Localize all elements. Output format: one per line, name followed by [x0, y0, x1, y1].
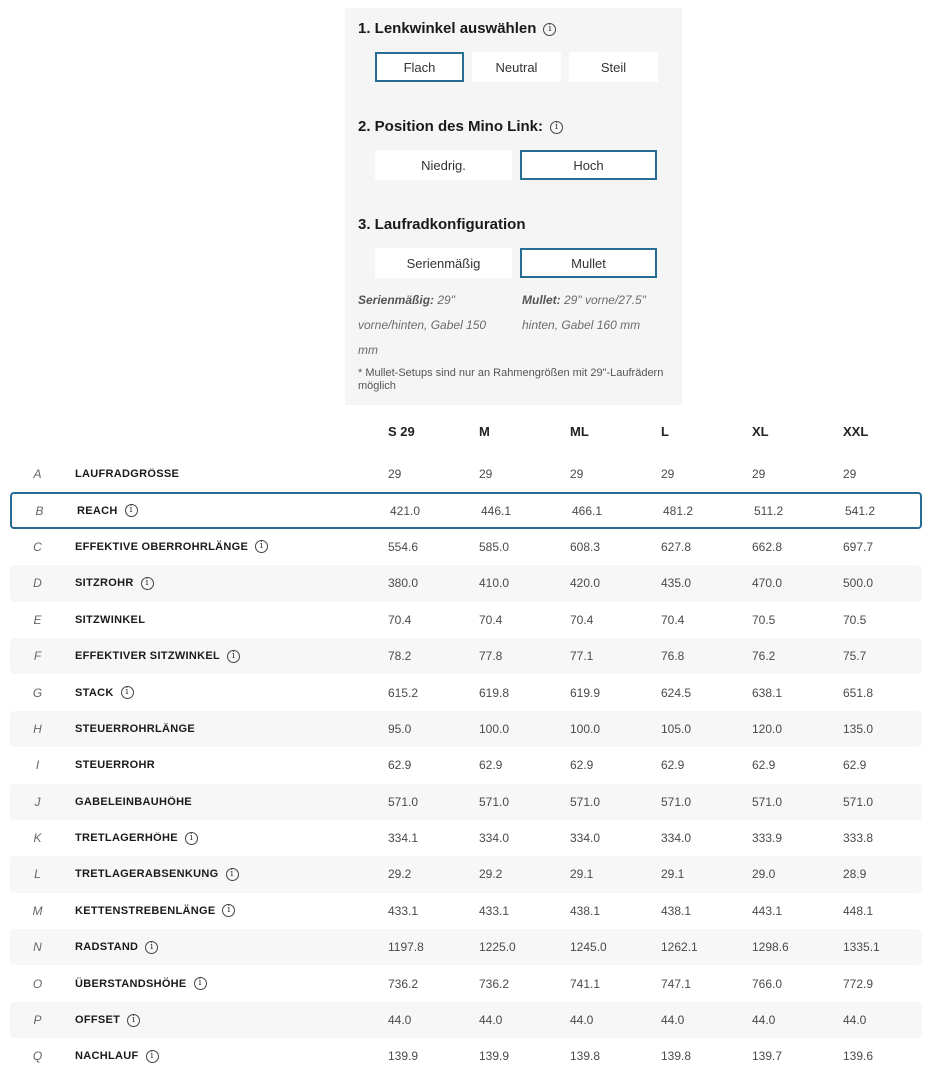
cell-value: 139.8: [570, 1049, 601, 1064]
table-row-laufradgroesse[interactable]: [10, 456, 922, 492]
cell-value: 571.0: [479, 794, 510, 809]
row-letter: K: [33, 831, 42, 846]
row-letter: L: [34, 867, 41, 882]
row-label: [65, 904, 378, 917]
row-label: [65, 540, 378, 553]
table-row-kettenstrebenlaenge[interactable]: [10, 893, 922, 929]
cell-value: 443.1: [752, 903, 783, 918]
cell-value: 29: [843, 467, 857, 482]
cell-value: 29: [661, 467, 675, 482]
cell-value: 100.0: [479, 721, 510, 736]
cell-value: 44.0: [479, 1013, 503, 1028]
row-label-text: SITZWINKEL: [75, 613, 146, 626]
cell-value: 380.0: [388, 576, 419, 591]
row-label-text: STACK: [75, 686, 114, 699]
info-icon[interactable]: i: [125, 504, 138, 517]
cell-value: 615.2: [388, 685, 419, 700]
option-hoch[interactable]: Hoch: [520, 150, 657, 180]
row-letter: D: [33, 576, 42, 591]
cell-value: 1225.0: [479, 940, 516, 955]
option-niedrig[interactable]: Niedrig.: [375, 150, 512, 180]
table-row-ueberstandshoehe[interactable]: [10, 965, 922, 1001]
cell-value: 139.9: [479, 1049, 510, 1064]
row-label-text: GABELEINBAUHÖHE: [75, 795, 192, 808]
section-title-text: 3. Laufradkonfiguration: [358, 216, 526, 233]
row-label: [65, 1050, 378, 1063]
cell-value: 120.0: [752, 721, 783, 736]
column-header-l: L: [661, 423, 669, 439]
cell-value: 736.2: [388, 976, 419, 991]
cell-value: 75.7: [843, 649, 867, 664]
cell-value: 571.0: [388, 794, 419, 809]
cell-value: 70.4: [661, 612, 685, 627]
cell-value: 29: [479, 467, 493, 482]
cell-value: 135.0: [843, 721, 874, 736]
cell-value: 77.1: [570, 649, 594, 664]
cell-value: 29.1: [661, 867, 685, 882]
cell-value: 62.9: [479, 758, 503, 773]
option-group: [375, 248, 668, 278]
cell-value: 29.2: [388, 867, 412, 882]
info-icon[interactable]: i: [550, 121, 563, 134]
row-label-text: KETTENSTREBENLÄNGE: [75, 904, 216, 917]
info-icon[interactable]: i: [141, 577, 154, 590]
row-label-text: EFFEKTIVER SITZWINKEL: [75, 650, 221, 663]
description-lead: Serienmäßig:: [358, 293, 435, 307]
config-sections: [358, 20, 668, 363]
section-title: [358, 216, 668, 234]
row-letter: N: [33, 940, 42, 955]
table-row-sitzwinkel[interactable]: [10, 602, 922, 638]
row-label: [65, 614, 378, 626]
option-neutral[interactable]: Neutral: [472, 52, 561, 82]
cell-value: 29: [570, 467, 584, 482]
cell-value: 333.9: [752, 831, 783, 846]
cell-value: 70.4: [479, 612, 503, 627]
cell-value: 608.3: [570, 539, 601, 554]
table-row-effektiver-sitzwinkel[interactable]: [10, 638, 922, 674]
row-label-text: EFFEKTIVE OBERROHRLÄNGE: [75, 540, 249, 553]
cell-value: 438.1: [661, 903, 692, 918]
cell-value: 333.8: [843, 831, 874, 846]
cell-value: 44.0: [752, 1013, 776, 1028]
config-section: [358, 20, 668, 82]
cell-value: 619.8: [479, 685, 510, 700]
table-row-offset[interactable]: [10, 1002, 922, 1038]
cell-value: 470.0: [752, 576, 783, 591]
cell-value: 571.0: [570, 794, 601, 809]
row-label: [65, 650, 378, 663]
cell-value: 1298.6: [752, 940, 789, 955]
row-label: [65, 977, 378, 990]
cell-value: 638.1: [752, 685, 783, 700]
row-label: [65, 468, 378, 480]
row-letter: P: [33, 1013, 42, 1028]
config-section: [358, 216, 668, 363]
cell-value: 1245.0: [570, 940, 607, 955]
info-icon[interactable]: i: [543, 23, 556, 36]
column-header-m: M: [479, 423, 490, 439]
info-icon[interactable]: i: [145, 941, 158, 954]
cell-value: 334.0: [570, 831, 601, 846]
cell-value: 29: [388, 467, 402, 482]
cell-value: 62.9: [843, 758, 867, 773]
table-row-reach[interactable]: [10, 492, 922, 528]
geometry-table: [0, 413, 933, 1075]
row-label: [65, 686, 378, 699]
table-row-stack[interactable]: [10, 674, 922, 710]
cell-value: 70.5: [843, 612, 867, 627]
row-letter: C: [33, 539, 42, 554]
info-icon[interactable]: i: [226, 868, 239, 881]
cell-value: 747.1: [661, 976, 692, 991]
cell-value: 139.8: [661, 1049, 692, 1064]
cell-value: 585.0: [479, 539, 510, 554]
cell-value: 334.1: [388, 831, 419, 846]
option-description: Mullet: 29" vorne/27.5" hinten, Gabel 160 mm: [522, 293, 646, 332]
cell-value: 697.7: [843, 539, 874, 554]
row-letter: O: [32, 976, 43, 991]
row-letter: E: [33, 612, 42, 627]
row-label: [65, 796, 378, 808]
cell-value: 28.9: [843, 867, 867, 882]
cell-value: 78.2: [388, 649, 412, 664]
cell-value: 1262.1: [661, 940, 698, 955]
row-label: [65, 577, 378, 590]
cell-value: 62.9: [388, 758, 412, 773]
cell-value: 438.1: [570, 903, 601, 918]
option-group: [375, 52, 668, 82]
option-mullet[interactable]: Mullet: [520, 248, 657, 278]
option-description: Serienmäßig: 29" vorne/hinten, Gabel 150 mm: [358, 293, 487, 357]
info-icon[interactable]: i: [222, 904, 235, 917]
cell-value: 435.0: [661, 576, 692, 591]
row-letter: H: [33, 721, 42, 736]
info-icon[interactable]: i: [227, 650, 240, 663]
row-label-text: SITZROHR: [75, 577, 134, 590]
table-row-steuerrohrlaenge[interactable]: [10, 711, 922, 747]
cell-value: 95.0: [388, 721, 412, 736]
cell-value: 571.0: [843, 794, 874, 809]
cell-value: 421.0: [390, 503, 421, 518]
cell-value: 619.9: [570, 685, 601, 700]
cell-value: 766.0: [752, 976, 783, 991]
cell-value: 466.1: [572, 503, 603, 518]
row-letter: G: [32, 685, 43, 700]
option-descriptions: [358, 288, 668, 363]
cell-value: 29.0: [752, 867, 776, 882]
row-letter: I: [35, 758, 40, 773]
row-letter: F: [33, 649, 42, 664]
table-row-tretlagerhoehe[interactable]: [10, 820, 922, 856]
row-letter: M: [32, 903, 43, 918]
table-row-radstand[interactable]: [10, 929, 922, 965]
row-label-text: ÜBERSTANDSHÖHE: [75, 977, 187, 990]
row-label: [65, 832, 378, 845]
row-label: [65, 868, 378, 881]
table-body: [0, 456, 933, 1075]
row-label: [67, 504, 380, 517]
table-row-steuerrohr[interactable]: [10, 747, 922, 783]
cell-value: 76.8: [661, 649, 685, 664]
cell-value: 1197.8: [388, 940, 424, 955]
column-header-xxl: XXL: [843, 423, 869, 439]
mullet-footnote: * Mullet-Setups sind nur an Rahmengrößen mit 29"-Laufrädern möglich: [358, 367, 664, 392]
cell-value: 139.9: [388, 1049, 419, 1064]
cell-value: 70.4: [570, 612, 594, 627]
cell-value: 481.2: [663, 503, 694, 518]
row-label: [65, 759, 378, 771]
row-letter: Q: [32, 1049, 43, 1064]
cell-value: 70.4: [388, 612, 412, 627]
row-letter: J: [34, 794, 41, 809]
cell-value: 70.5: [752, 612, 776, 627]
cell-value: 433.1: [388, 903, 419, 918]
table-row-nachlauf[interactable]: [10, 1038, 922, 1074]
cell-value: 105.0: [661, 721, 692, 736]
option-steil[interactable]: Steil: [569, 52, 658, 82]
info-icon[interactable]: i: [121, 686, 134, 699]
row-letter: A: [33, 467, 42, 482]
cell-value: 62.9: [661, 758, 685, 773]
column-header-ml: ML: [570, 423, 589, 439]
cell-value: 448.1: [843, 903, 874, 918]
cell-value: 100.0: [570, 721, 601, 736]
info-icon[interactable]: i: [255, 540, 268, 553]
info-icon[interactable]: i: [185, 832, 198, 845]
cell-value: 1335.1: [843, 940, 880, 955]
section-title-text: 2. Position des Mino Link:: [358, 118, 544, 135]
table-row-tretlagerabsenkung[interactable]: [10, 856, 922, 892]
cell-value: 334.0: [479, 831, 510, 846]
info-icon[interactable]: i: [127, 1014, 140, 1027]
cell-value: 541.2: [845, 503, 876, 518]
cell-value: 627.8: [661, 539, 692, 554]
cell-value: 500.0: [843, 576, 874, 591]
row-label: [65, 723, 378, 735]
row-label: [65, 941, 378, 954]
row-label-text: TRETLAGERHÖHE: [75, 832, 178, 845]
option-flach[interactable]: Flach: [375, 52, 464, 82]
cell-value: 76.2: [752, 649, 776, 664]
table-header-row: [10, 413, 922, 449]
cell-value: 29.2: [479, 867, 503, 882]
row-label: [65, 1014, 378, 1027]
cell-value: 29: [752, 467, 766, 482]
row-label-text: REACH: [77, 504, 118, 517]
table-row-sitzrohr[interactable]: [10, 565, 922, 601]
info-icon[interactable]: i: [146, 1050, 159, 1063]
row-letter: B: [35, 503, 44, 518]
cell-value: 44.0: [843, 1013, 867, 1028]
cell-value: 334.0: [661, 831, 692, 846]
cell-value: 651.8: [843, 685, 874, 700]
column-header-xl: XL: [752, 423, 769, 439]
row-label-text: TRETLAGERABSENKUNG: [75, 868, 219, 881]
row-label-text: STEUERROHRLÄNGE: [75, 722, 196, 735]
cell-value: 571.0: [752, 794, 783, 809]
info-icon[interactable]: i: [194, 977, 207, 990]
cell-value: 511.2: [754, 503, 784, 518]
section-title: [358, 20, 668, 38]
cell-value: 662.8: [752, 539, 783, 554]
row-label-text: STEUERROHR: [75, 759, 156, 772]
column-header-s-29: S 29: [388, 423, 415, 439]
row-label-text: LAUFRADGRÖSSE: [75, 468, 180, 481]
cell-value: 62.9: [752, 758, 776, 773]
cell-value: 433.1: [479, 903, 510, 918]
cell-value: 420.0: [570, 576, 601, 591]
row-label-text: OFFSET: [75, 1014, 121, 1027]
cell-value: 62.9: [570, 758, 594, 773]
cell-value: 446.1: [481, 503, 512, 518]
cell-value: 410.0: [479, 576, 510, 591]
config-panel: [345, 8, 682, 405]
cell-value: 772.9: [843, 976, 874, 991]
table-row-gabeleinbauhoehe[interactable]: [10, 784, 922, 820]
table-row-effektive-oberrohrlaenge[interactable]: [10, 529, 922, 565]
cell-value: 741.1: [570, 976, 601, 991]
cell-value: 44.0: [661, 1013, 685, 1028]
row-label-text: RADSTAND: [75, 941, 139, 954]
section-title: [358, 118, 668, 136]
cell-value: 139.6: [843, 1049, 874, 1064]
cell-value: 44.0: [570, 1013, 594, 1028]
config-section: [358, 118, 668, 180]
cell-value: 139.7: [752, 1049, 783, 1064]
cell-value: 29.1: [570, 867, 594, 882]
cell-value: 77.8: [479, 649, 503, 664]
cell-value: 554.6: [388, 539, 419, 554]
cell-value: 624.5: [661, 685, 692, 700]
option-serienmaessig[interactable]: Serienmäßig: [375, 248, 512, 278]
cell-value: 736.2: [479, 976, 510, 991]
row-label-text: NACHLAUF: [75, 1050, 139, 1063]
description-lead: Mullet:: [522, 293, 561, 307]
cell-value: 44.0: [388, 1013, 412, 1028]
cell-value: 571.0: [661, 794, 692, 809]
option-group: [375, 150, 668, 180]
section-title-text: 1. Lenkwinkel auswählen: [358, 20, 537, 37]
